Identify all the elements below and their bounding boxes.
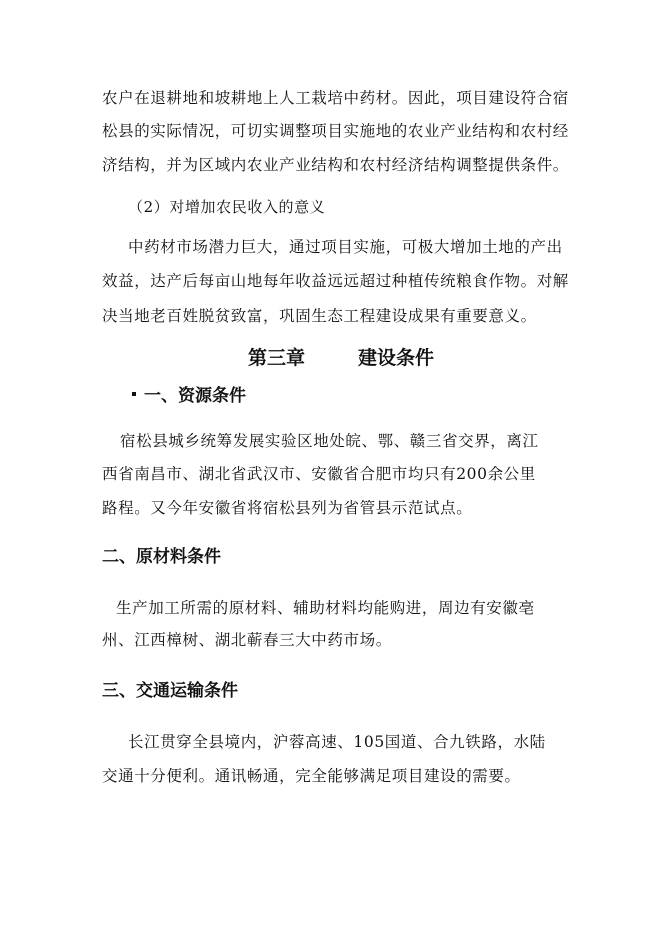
section-heading: 三、交通运输条件: [102, 681, 238, 701]
paragraph-line: 路程。又今年安徽省将宿松县列为省管县示范试点。: [102, 499, 473, 517]
paragraph-line: 决当地老百姓脱贫致富，巩固生态工程建设成果有重要意义。: [102, 307, 537, 325]
paragraph-line: 中药材市场潜力巨大，通过项目实施，可极大增加土地的产出: [128, 238, 563, 256]
section-heading: 二、原材料条件: [102, 547, 221, 567]
chapter-number: 第三章: [248, 347, 306, 369]
paragraph-line: 州、江西樟树、湖北蕲春三大中药市场。: [102, 631, 392, 649]
sub-heading: （2）对增加农民收入的意义: [128, 198, 326, 216]
paragraph-line: 效益，达产后每亩山地每年收益远远超过种植传统粮食作物。对解: [102, 272, 569, 290]
section-heading: [132, 385, 246, 407]
paragraph-line: 济结构，并为区域内农业产业结构和农村经济结构调整提供条件。: [102, 156, 569, 174]
bullet-icon: [132, 392, 136, 396]
paragraph-line: 农户在退耕地和坡耕地上人工栽培中药材。因此，项目建设符合宿: [102, 89, 569, 107]
paragraph-line: 宿松县城乡统筹发展实验区地处皖、鄂、赣三省交界，离江: [120, 432, 539, 450]
paragraph-line: 松县的实际情况，可切实调整项目实施地的农业产业结构和农村经: [102, 122, 569, 140]
paragraph-line: 生产加工所需的原材料、辅助材料均能购进，周边有安徽亳: [116, 599, 535, 617]
paragraph-line: 交通十分便利。通讯畅通，完全能够满足项目建设的需要。: [102, 767, 521, 785]
paragraph-line: 西省南昌市、湖北省武汉市、安徽省合肥市均只有200余公里: [102, 465, 536, 483]
paragraph-line: 长江贯穿全县境内，沪蓉高速、105国道、合九铁路，水陆: [128, 733, 546, 751]
section-heading-text: 一、资源条件: [144, 386, 246, 406]
chapter-title: 建设条件: [358, 347, 435, 369]
